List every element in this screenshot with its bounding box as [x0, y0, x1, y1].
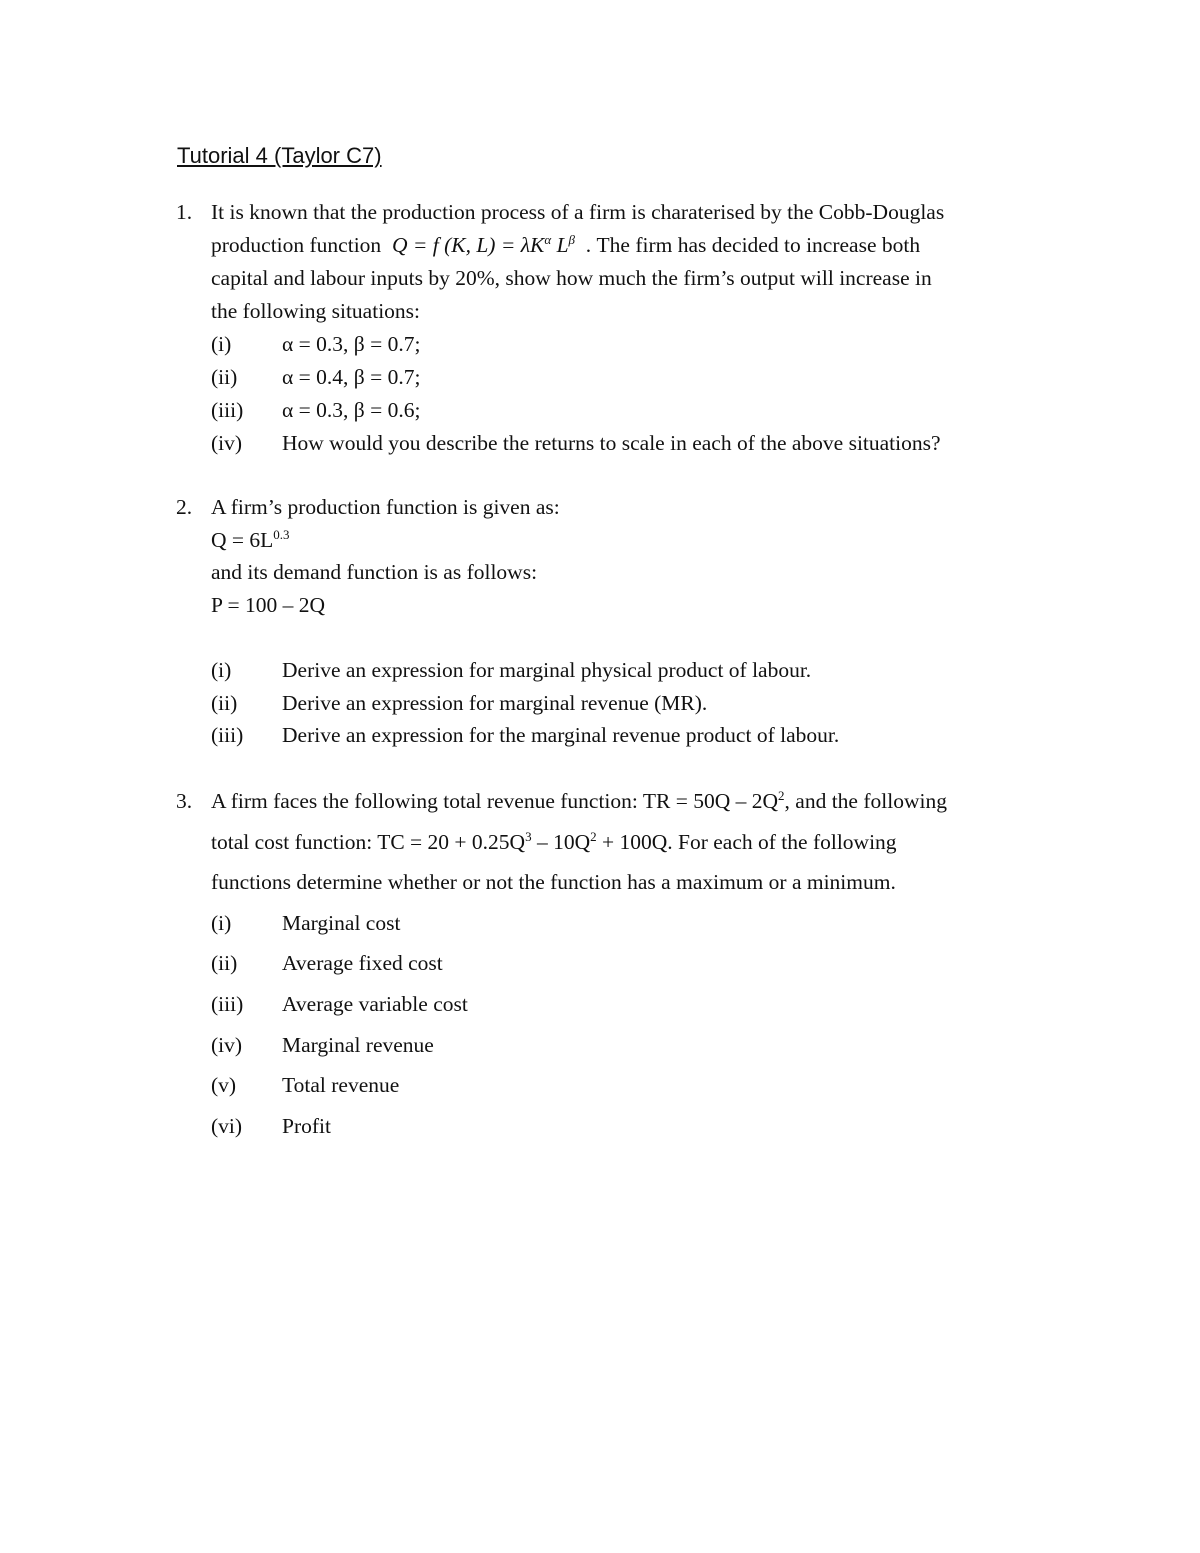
sub-question-text: α = 0.3, β = 0.7;: [282, 332, 421, 356]
question-text: + 100Q. For each of the following: [596, 829, 897, 854]
sub-question-text: Average variable cost: [282, 991, 468, 1016]
question-body: [211, 781, 1056, 1146]
sub-question-label: (i): [211, 657, 232, 682]
question-2: [176, 491, 1056, 752]
question-text-line: [211, 229, 1056, 262]
question-number: 1.: [176, 200, 193, 224]
formula-l: L: [551, 233, 569, 257]
exponent: 3: [525, 828, 532, 844]
total-cost-line: [211, 822, 1056, 863]
exponent: 2: [778, 788, 785, 803]
formula-base: Q = f (K, L) = λK: [391, 233, 545, 257]
page-title: Tutorial 4 (Taylor C7): [177, 143, 382, 168]
question-text-line: capital and labour inputs by 20%, show how much the firm’s output will increase in: [211, 266, 932, 290]
sub-question-label: (iii): [211, 991, 244, 1016]
question-number: 3.: [176, 789, 193, 813]
question-body: [211, 196, 1056, 460]
sub-question-text: Profit: [282, 1113, 331, 1138]
question-text-line: functions determine whether or not the function has a maximum or a minimum.: [211, 870, 896, 895]
sub-question-text: How would you describe the returns to scale in each of the above situations?: [282, 431, 941, 455]
sub-question: [211, 654, 1056, 687]
exponent: 2: [590, 828, 597, 844]
sub-question: [211, 427, 1056, 460]
sub-question: [211, 328, 1056, 361]
sub-question: [211, 943, 1056, 984]
sub-question-label: (vi): [211, 1113, 243, 1138]
sub-question-label: (ii): [211, 365, 238, 389]
sub-question-text: Derive an expression for the marginal revenue product of labour.: [282, 723, 840, 748]
sub-question: [211, 903, 1056, 944]
question-text-line: and its demand function is as follows:: [211, 560, 538, 585]
cobb-douglas-formula: [392, 233, 575, 257]
formula-exponent-beta: β: [568, 232, 576, 247]
question-text: – 10Q: [531, 829, 591, 854]
question-text-line: A firm’s production function is given as:: [211, 495, 560, 519]
sub-question-text: Derive an expression for marginal revenue (MR).: [282, 690, 708, 715]
question-text: production function: [211, 233, 382, 257]
formula-exponent-alpha: α: [544, 232, 552, 247]
sub-question: [211, 687, 1056, 720]
sub-question-text: Average fixed cost: [282, 951, 443, 976]
sub-question-label: (iv): [211, 431, 243, 455]
sub-question: [211, 394, 1056, 427]
sub-question-label: (i): [211, 332, 232, 356]
sub-question: [211, 1065, 1056, 1106]
question-text-line: It is known that the production process of a firm is charaterised by the Cobb-Douglas: [211, 200, 945, 224]
question-number: 2.: [176, 495, 193, 519]
equation-base: Q = 6L: [211, 527, 274, 552]
demand-function-equation: P = 100 – 2Q: [211, 593, 326, 618]
sub-question-label: (iv): [211, 1032, 243, 1057]
sub-question-text: Total revenue: [282, 1073, 400, 1098]
sub-question-text: Marginal revenue: [282, 1032, 434, 1057]
sub-question-label: (v): [211, 1073, 237, 1098]
question-text: total cost function: TC = 20 + 0.25Q: [211, 829, 526, 854]
sub-question-label: (ii): [211, 951, 238, 976]
sub-question-label: (ii): [211, 690, 238, 715]
sub-question: [211, 719, 1056, 752]
question-3: [176, 781, 1056, 1146]
sub-question-label: (iii): [211, 723, 244, 748]
question-text: , and the following: [784, 789, 947, 813]
question-text: A firm faces the following total revenue function: TR = 50Q – 2Q: [211, 789, 779, 813]
question-body: [211, 491, 1056, 752]
sub-question-label: (i): [211, 910, 232, 935]
sub-question: [211, 1106, 1056, 1147]
question-text-line: the following situations:: [211, 299, 421, 323]
spacer: [211, 622, 1056, 654]
sub-question: [211, 1025, 1056, 1066]
total-revenue-line: [211, 781, 1056, 822]
sub-question-label: (iii): [211, 398, 244, 422]
question-text: . The firm has decided to increase both: [585, 233, 921, 257]
production-function-equation: [211, 524, 1056, 557]
question-1: [176, 196, 1056, 460]
sub-question-text: α = 0.3, β = 0.6;: [282, 398, 421, 422]
sub-question: [211, 361, 1056, 394]
sub-question-text: Derive an expression for marginal physical product of labour.: [282, 657, 812, 682]
sub-question: [211, 984, 1056, 1025]
equation-exponent: 0.3: [273, 526, 290, 542]
sub-question-text: α = 0.4, β = 0.7;: [282, 365, 421, 389]
sub-question-text: Marginal cost: [282, 910, 401, 935]
